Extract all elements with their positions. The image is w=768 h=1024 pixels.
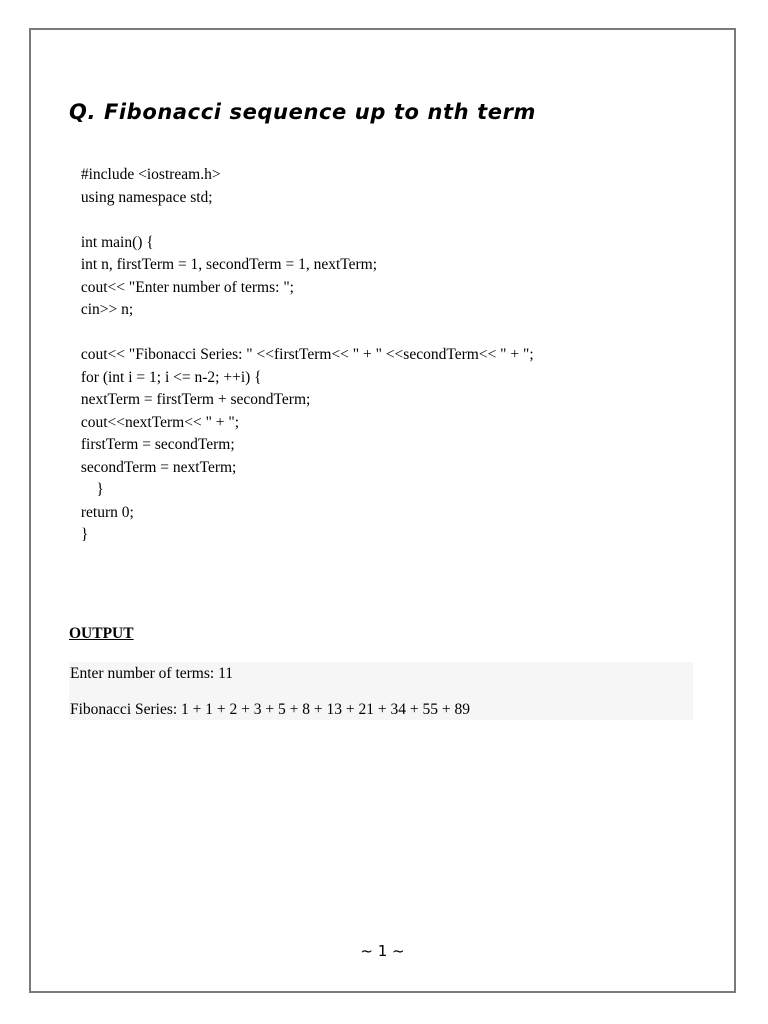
code-line: int main() { xyxy=(77,233,154,251)
code-line: cout<< "Fibonacci Series: " <<firstTerm<< " + " <<secondTerm<< " + "; xyxy=(77,346,534,363)
code-line: firstTerm = secondTerm; xyxy=(77,436,235,453)
code-line xyxy=(77,322,534,345)
code-line: cin>> n; xyxy=(77,301,134,318)
output-heading: OUTPUT xyxy=(69,625,134,642)
code-line: secondTerm = nextTerm; xyxy=(77,458,237,476)
code-line: for (int i = 1; i <= n-2; ++i) { xyxy=(77,368,262,386)
code-line xyxy=(77,209,534,232)
code-line: using namespace std; xyxy=(77,188,213,206)
page-number: ~ 1 ~ xyxy=(360,942,405,960)
page-title: Q. Fibonacci sequence up to nth term xyxy=(69,100,537,124)
code-block xyxy=(77,164,534,547)
code-line: return 0; xyxy=(77,503,134,521)
code-line: cout<<nextTerm<< " + "; xyxy=(77,413,240,431)
code-line: #include <iostream.h> xyxy=(77,166,221,183)
code-line: } xyxy=(77,526,89,543)
code-line: } xyxy=(77,481,104,498)
output-line: Fibonacci Series: 1 + 1 + 2 + 3 + 5 + 8 + 13 + 21 + 34 + 55 + 89 xyxy=(70,701,470,718)
code-line: int n, firstTerm = 1, secondTerm = 1, nextTerm; xyxy=(77,256,378,273)
code-line: cout<< "Enter number of terms: "; xyxy=(77,278,294,296)
output-line: Enter number of terms: 11 xyxy=(70,665,233,682)
output-box xyxy=(69,662,693,720)
document-page xyxy=(29,28,736,993)
code-line: nextTerm = firstTerm + secondTerm; xyxy=(77,391,311,408)
